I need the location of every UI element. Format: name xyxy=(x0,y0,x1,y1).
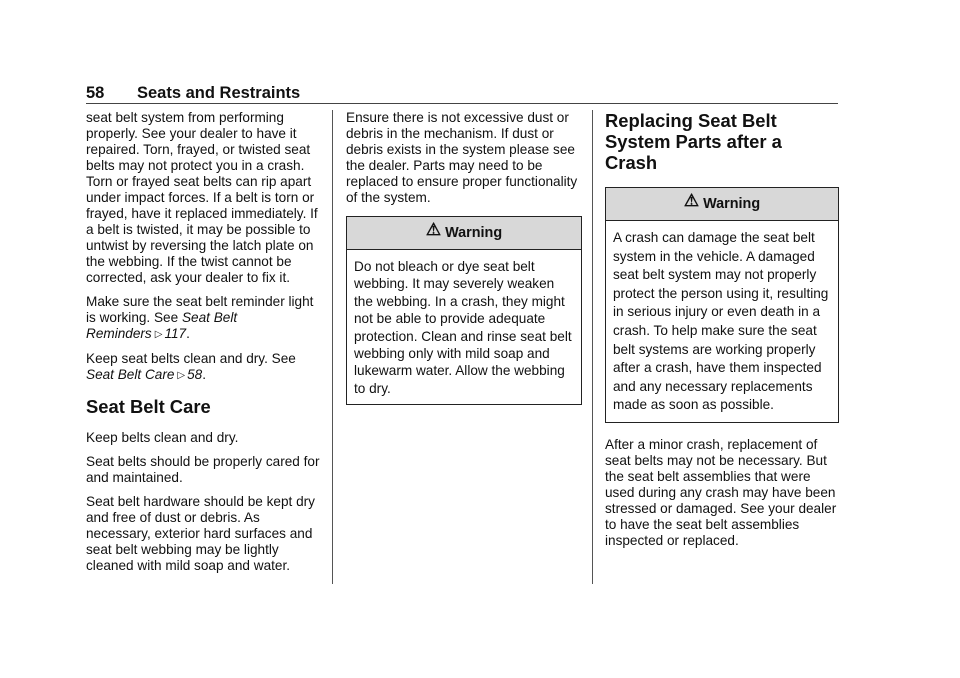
column-divider xyxy=(332,110,333,584)
reference-page-number: 58 xyxy=(187,367,203,382)
paragraph-text: Make sure the seat belt reminder light is working. See xyxy=(86,294,314,325)
warning-text: Do not bleach or dye seat belt webbing. It may severely weaken the webbing. In a crash, they might not be able to provide adequate protection. Clean and rinse seat belt webbing only with mild soap and lukewarm water. Allow the webbing to dry. xyxy=(354,259,572,396)
paragraph: Keep belts clean and dry. xyxy=(86,430,239,445)
paragraph: seat belt system from performing properly. See your dealer to have it repaired. Torn, frayed, or twisted seat belts may not protect you in a crash. Torn or frayed seat belts can rip apart under impact forces. If a belt is torn or frayed, have it replaced immediately. If a belt is twisted, it may be possible to untwist by reversing the latch plate on the webbing. If the twist cannot be corrected, ask your dealer to fix it. xyxy=(86,110,318,285)
warning-box xyxy=(346,216,582,405)
paragraph: Keep seat belts clean and dry. See Seat Belt Care ▷ 58. xyxy=(86,351,296,382)
warning-box xyxy=(605,187,839,423)
heading-seat-belt-care: Seat Belt Care xyxy=(86,396,211,417)
paragraph: Ensure there is not excessive dust or debris in the mechanism. If dust or debris exists in the system please see the dealer. Parts may need to be replaced to ensure proper functionality of the system. xyxy=(346,110,578,205)
paragraph: After a minor crash, replacement of seat belts may not be necessary. But the seat belt assemblies that were used during any crash may have been stressed or damaged. See your dealer to have the seat belt assemblies inspected or replaced. xyxy=(605,436,837,548)
warning-header xyxy=(606,188,838,221)
warning-icon: ⚠ xyxy=(425,220,442,239)
cross-reference-icon: ▷ xyxy=(177,370,186,381)
column-middle xyxy=(346,110,582,419)
column-right xyxy=(605,110,839,557)
warning-text: A crash can damage the seat belt system in the vehicle. A damaged seat belt system may not properly protect the person using it, resulting in serious injury or even death in a crash. To help make sure the seat belt systems are working properly after a crash, have them inspected and any necessary replacements made as soon as possible. xyxy=(613,230,829,413)
heading-replacing-parts: Replacing Seat Belt System Parts after a Crash xyxy=(605,110,782,173)
page-header xyxy=(86,84,838,104)
paragraph-text: Keep seat belts clean and dry. See xyxy=(86,351,296,366)
seat-belt-reminders-link[interactable]: Seat Belt Reminders xyxy=(86,310,238,341)
paragraph: Seat belt hardware should be kept dry and free of dust or debris. As necessary, exterior hard surfaces and seat belt webbing may be lightly cleaned with mild soap and water. xyxy=(86,494,315,573)
cross-reference-icon: ▷ xyxy=(154,329,163,340)
seat-belt-care-link[interactable]: Seat Belt Care xyxy=(86,367,175,382)
paragraph: Seat belts should be properly cared for and maintained. xyxy=(86,454,320,485)
section-title: Seats and Restraints xyxy=(137,84,301,102)
page-number: 58 xyxy=(86,84,105,102)
warning-title: Warning xyxy=(703,196,761,212)
column-divider xyxy=(592,110,593,584)
reference-page-number: 117 xyxy=(164,326,187,341)
warning-title: Warning xyxy=(445,225,503,241)
warning-header xyxy=(347,217,581,250)
paragraph: Make sure the seat belt reminder light is working. See Seat Belt Reminders ▷ 117. xyxy=(86,294,314,341)
warning-icon: ⚠ xyxy=(683,191,700,210)
column-left xyxy=(86,110,326,582)
